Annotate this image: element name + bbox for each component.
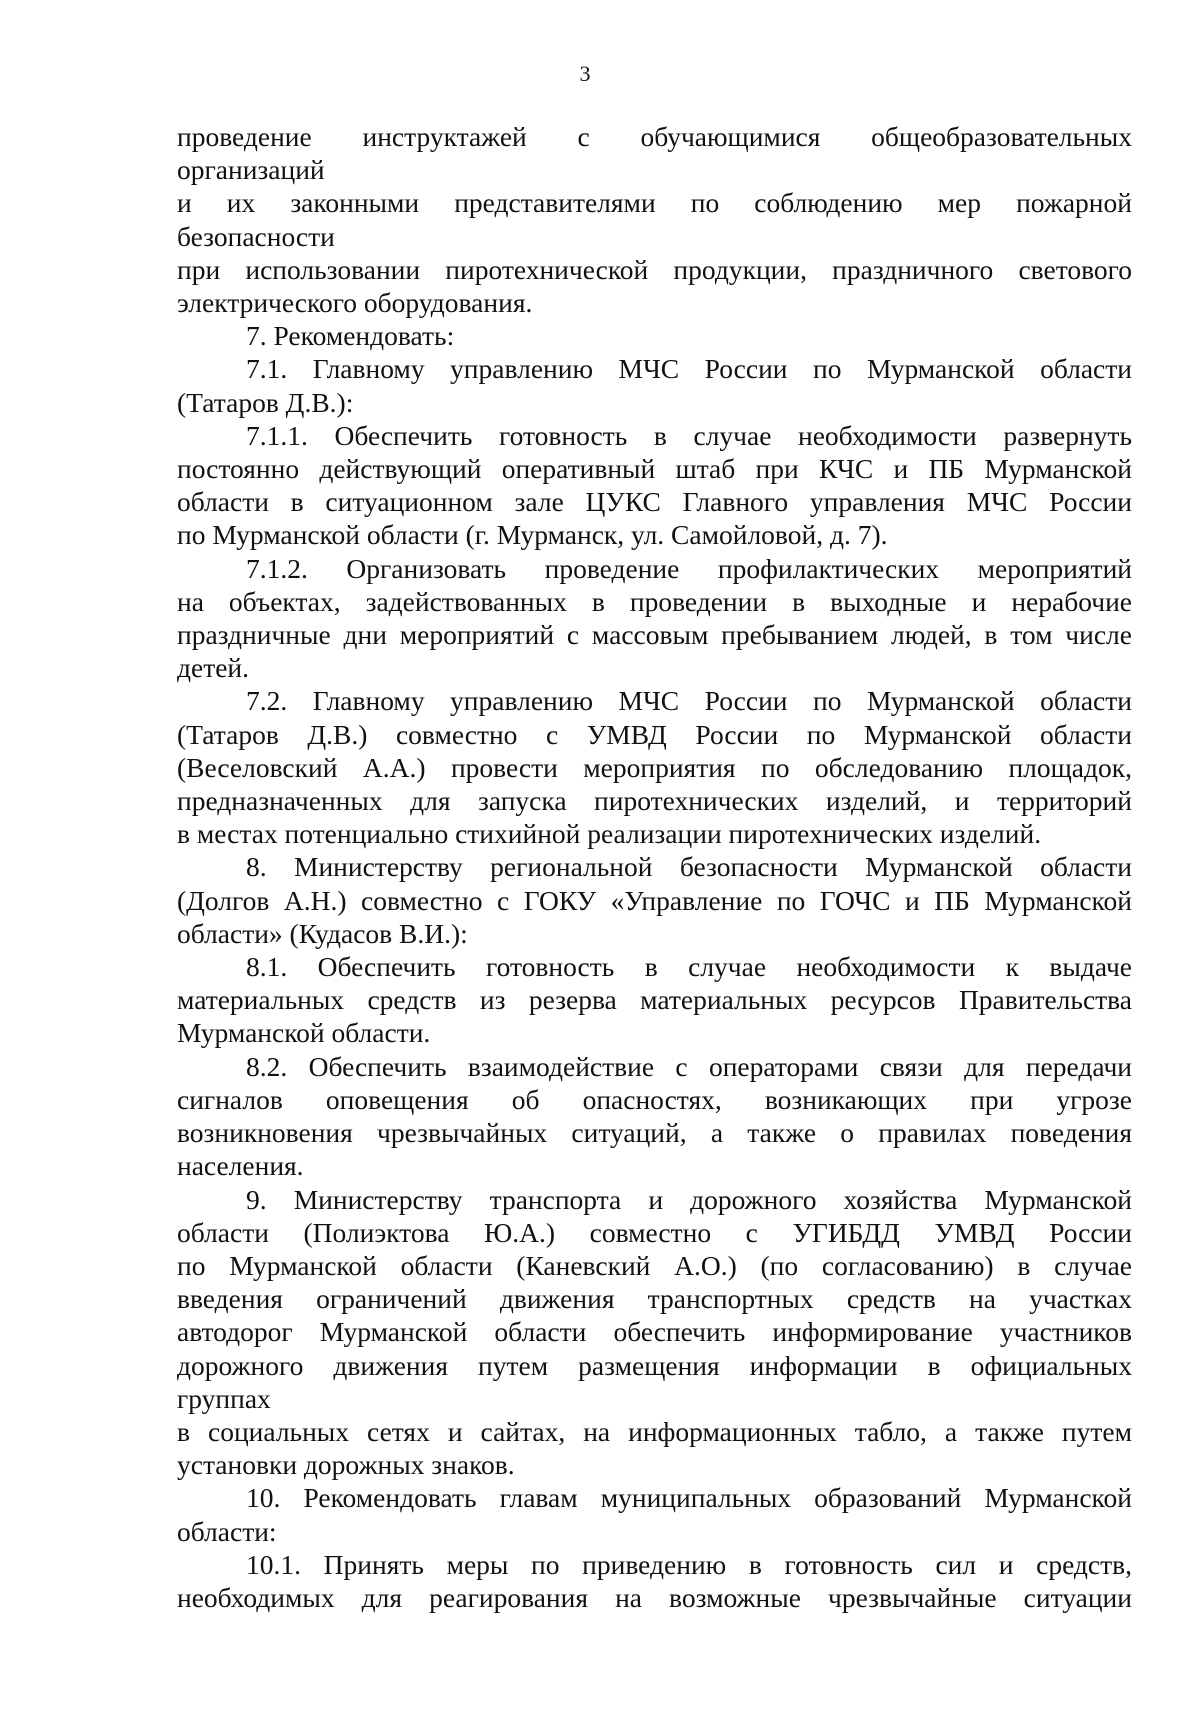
text-line: населения. bbox=[177, 1150, 304, 1182]
text-line: 10. Рекомендовать главам муниципальных образований Мурманской bbox=[246, 1482, 1132, 1514]
text-line: 10.1. Принять меры по приведению в готовность сил и средств, bbox=[246, 1548, 1132, 1580]
text-line: установки дорожных знаков. bbox=[177, 1449, 515, 1481]
text-line: постоянно действующий оперативный штаб при КЧС и ПБ Мурманской bbox=[177, 453, 1132, 485]
text-line: (Веселовский А.А.) провести мероприятия по обследованию площадок, bbox=[177, 751, 1132, 783]
text-line: детей. bbox=[177, 652, 250, 684]
text-line: 8.2. Обеспечить взаимодействие с операторами связи для передачи bbox=[246, 1050, 1132, 1082]
text-line: 7.2. Главному управлению МЧС России по Мурманской области bbox=[246, 685, 1132, 717]
text-line: 7.1.1. Обеспечить готовность в случае необходимости развернуть bbox=[246, 419, 1132, 451]
text-line: области: bbox=[177, 1515, 277, 1547]
text-line: введения ограничений движения транспортных средств на участках bbox=[177, 1283, 1132, 1315]
text-line: 7.1.2. Организовать проведение профилактических мероприятий bbox=[246, 552, 1132, 584]
text-line: 7.1. Главному управлению МЧС России по Мурманской области bbox=[246, 353, 1132, 385]
text-line: (Татаров Д.В.) совместно с УМВД России по Мурманской области bbox=[177, 718, 1132, 750]
text-line: в социальных сетях и сайтах, на информационных табло, а также путем bbox=[177, 1415, 1132, 1447]
text-line: организаций bbox=[177, 154, 325, 186]
text-line: предназначенных для запуска пиротехнических изделий, и территорий bbox=[177, 785, 1132, 817]
text-line: электрического оборудования. bbox=[177, 287, 533, 319]
text-line: области» (Кудасов В.И.): bbox=[177, 917, 468, 949]
text-line: группах bbox=[177, 1382, 271, 1414]
text-line: и их законными представителями по соблюдению мер пожарной bbox=[177, 187, 1132, 219]
text-line: на объектах, задействованных в проведении в выходные и нерабочие bbox=[177, 585, 1132, 617]
text-line: при использовании пиротехнической продукции, праздничного светового bbox=[177, 253, 1132, 285]
text-line: (Долгов А.Н.) совместно с ГОКУ «Управление по ГОЧС и ПБ Мурманской bbox=[177, 884, 1132, 916]
text-line: 8. Министерству региональной безопасности Мурманской области bbox=[246, 851, 1132, 883]
text-line: Мурманской области. bbox=[177, 1017, 431, 1049]
text-line: проведение инструктажей с обучающимися общеобразовательных bbox=[177, 121, 1132, 152]
text-line: безопасности bbox=[177, 220, 335, 252]
text-line: материальных средств из резерва материальных ресурсов Правительства bbox=[177, 984, 1132, 1016]
text-line: праздничные дни мероприятий с массовым пребыванием людей, в том числе bbox=[177, 619, 1132, 651]
text-line: области (Полиэктова Ю.А.) совместно с УГИБДД УМВД России bbox=[177, 1216, 1132, 1248]
text-line: 9. Министерству транспорта и дорожного хозяйства Мурманской bbox=[246, 1183, 1132, 1215]
text-line: сигналов оповещения об опасностях, возникающих при угрозе bbox=[177, 1083, 1132, 1115]
text-line: 7. Рекомендовать: bbox=[246, 320, 455, 352]
text-line: автодорог Мурманской области обеспечить информирование участников bbox=[177, 1316, 1132, 1348]
text-line: области в ситуационном зале ЦУКС Главного управления МЧС России bbox=[177, 486, 1132, 518]
text-line: дорожного движения путем размещения информации в официальных bbox=[177, 1349, 1132, 1381]
text-line: по Мурманской области (Каневский А.О.) (по согласованию) в случае bbox=[177, 1249, 1132, 1281]
text-line: (Татаров Д.В.): bbox=[177, 386, 354, 418]
text-line: в местах потенциально стихийной реализации пиротехнических изделий. bbox=[177, 818, 1042, 850]
text-line: необходимых для реагирования на возможные чрезвычайные ситуации bbox=[177, 1581, 1132, 1613]
text-line: 8.1. Обеспечить готовность в случае необходимости к выдаче bbox=[246, 951, 1132, 983]
text-line: по Мурманской области (г. Мурманск, ул. Самойловой, д. 7). bbox=[177, 519, 888, 551]
text-line: возникновения чрезвычайных ситуаций, а также о правилах поведения bbox=[177, 1117, 1132, 1149]
page-number: 3 bbox=[579, 61, 591, 86]
document-body bbox=[177, 120, 1132, 1614]
